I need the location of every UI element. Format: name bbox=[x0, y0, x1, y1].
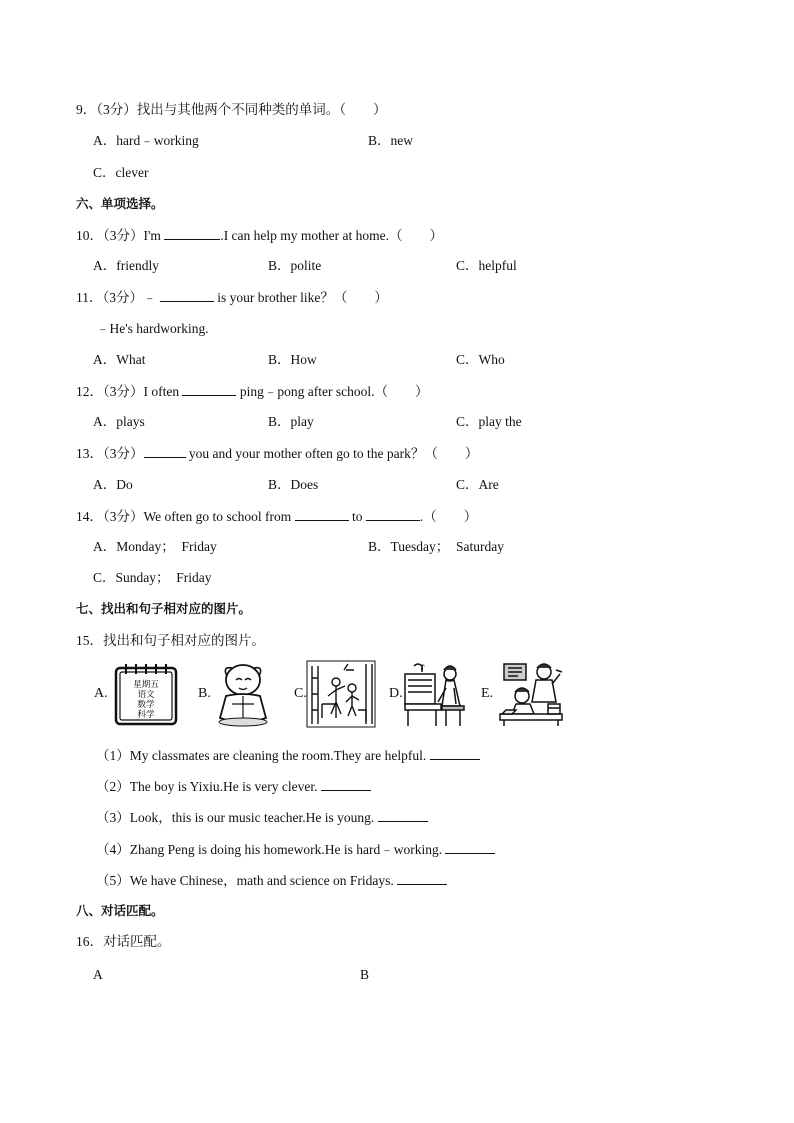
q12-option-c[interactable]: C．play the bbox=[456, 414, 522, 429]
q13-stem bbox=[76, 444, 478, 463]
q15-item-4 bbox=[96, 840, 495, 859]
q9-stem: 9．（3分）找出与其他两个不同种类的单词。（ ） bbox=[76, 102, 387, 117]
q11-option-b[interactable]: B．How bbox=[268, 352, 317, 367]
q10-stem bbox=[76, 226, 443, 245]
q16-column-b-label: B bbox=[360, 967, 370, 982]
q14-stem bbox=[76, 507, 477, 526]
q15-label-b: B. bbox=[198, 686, 211, 701]
q12-number: 12．（3分）I often bbox=[76, 384, 180, 399]
q15-item-3-text: （3）Look，this is our music teacher.He is young. bbox=[96, 810, 375, 825]
q13-option-c[interactable]: C．Are bbox=[456, 477, 499, 492]
homework-icon bbox=[496, 660, 566, 728]
calendar-text-math: 数学 bbox=[137, 700, 155, 710]
q9-option-a[interactable]: A．hard﹣working bbox=[93, 133, 199, 148]
q15-label-e: E. bbox=[481, 686, 494, 701]
q15-item-3 bbox=[96, 808, 428, 827]
q15-item-3-blank[interactable] bbox=[378, 808, 428, 822]
q11-blank[interactable] bbox=[160, 288, 214, 302]
q15-label-a: A. bbox=[94, 686, 108, 701]
yixiu-picture bbox=[212, 660, 274, 728]
q14-stem-rest: .（ ） bbox=[419, 509, 478, 524]
q10-option-b[interactable]: B．polite bbox=[268, 258, 322, 273]
q15-item-2-text: （2）The boy is Yixiu.He is very clever. bbox=[96, 779, 318, 794]
q14-blank-2[interactable] bbox=[366, 507, 420, 521]
q14-stem-mid: to bbox=[352, 509, 363, 524]
q15-item-1 bbox=[96, 746, 480, 765]
q15-item-5-text: （5）We have Chinese，math and science on Fridays. bbox=[96, 873, 394, 888]
q13-option-a[interactable]: A．Do bbox=[93, 477, 133, 492]
homework-picture bbox=[496, 660, 566, 728]
q12-stem-rest: ping﹣pong after school.（ ） bbox=[239, 384, 429, 399]
calendar-picture bbox=[112, 660, 180, 728]
section-8-heading: 八、对话匹配。 bbox=[76, 903, 164, 918]
q10-option-a[interactable]: A．friendly bbox=[93, 258, 159, 273]
section-7-heading: 七、找出和句子相对应的图片。 bbox=[76, 601, 252, 616]
q15-item-5 bbox=[96, 871, 447, 890]
q10-option-c[interactable]: C．helpful bbox=[456, 258, 517, 273]
q16-stem: 16．对话匹配。 bbox=[76, 934, 171, 949]
q15-item-1-blank[interactable] bbox=[430, 746, 480, 760]
q14-option-b[interactable]: B．Tuesday； Saturday bbox=[368, 539, 505, 554]
q15-label-c: C. bbox=[294, 686, 307, 701]
q12-blank[interactable] bbox=[182, 382, 236, 396]
classroom-cleaning-icon bbox=[306, 660, 376, 728]
q10-blank[interactable] bbox=[164, 226, 220, 240]
q12-option-a[interactable]: A．plays bbox=[93, 414, 145, 429]
monk-boy-icon bbox=[212, 660, 274, 728]
q12-stem bbox=[76, 382, 428, 401]
q11-option-a[interactable]: A．What bbox=[93, 352, 146, 367]
q15-label-d: D. bbox=[389, 686, 403, 701]
q10-number: 10．（3分）I'm bbox=[76, 228, 161, 243]
q15-item-1-text: （1）My classmates are cleaning the room.They are helpful. bbox=[96, 748, 427, 763]
q15-item-2 bbox=[96, 777, 371, 796]
q15-stem: 15．找出和句子相对应的图片。 bbox=[76, 633, 265, 648]
q9-option-b[interactable]: B．new bbox=[368, 133, 413, 148]
q15-item-5-blank[interactable] bbox=[397, 871, 447, 885]
calendar-text-day: 星期五 bbox=[133, 680, 159, 690]
q12-option-b[interactable]: B．play bbox=[268, 414, 314, 429]
q15-item-4-text: （4）Zhang Peng is doing his homework.He is hard﹣working. bbox=[96, 842, 443, 857]
cleaning-picture bbox=[306, 660, 376, 728]
q13-stem-rest: you and your mother often go to the park？（ ） bbox=[188, 446, 479, 461]
music-teacher-picture bbox=[402, 660, 468, 728]
calendar-text-chinese: 语文 bbox=[137, 690, 155, 700]
q13-option-b[interactable]: B．Does bbox=[268, 477, 319, 492]
music-note-icon: ♪ bbox=[420, 663, 426, 672]
q14-blank-1[interactable] bbox=[295, 507, 349, 521]
q11-number: 11．（3分）﹣ bbox=[76, 290, 157, 305]
q11-reply: ﹣He's hardworking. bbox=[96, 321, 209, 336]
q11-stem-rest: is your brother like？（ ） bbox=[217, 290, 388, 305]
q10-stem-rest: .I can help my mother at home.（ ） bbox=[220, 228, 444, 243]
q13-number: 13．（3分） bbox=[76, 446, 144, 461]
q14-option-a[interactable]: A．Monday； Friday bbox=[93, 539, 217, 554]
q16-column-a-label: A bbox=[93, 967, 103, 982]
piano-teacher-icon bbox=[402, 660, 468, 728]
q15-item-4-blank[interactable] bbox=[445, 840, 495, 854]
q15-item-2-blank[interactable] bbox=[321, 777, 371, 791]
calendar-text-science: 科学 bbox=[137, 710, 155, 720]
q9-option-c[interactable]: C．clever bbox=[93, 165, 149, 180]
q11-stem bbox=[76, 288, 388, 307]
q11-option-c[interactable]: C．Who bbox=[456, 352, 505, 367]
q13-blank[interactable] bbox=[144, 444, 186, 458]
q14-option-c[interactable]: C．Sunday； Friday bbox=[93, 570, 212, 585]
section-6-heading: 六、单项选择。 bbox=[76, 196, 164, 211]
q14-number: 14．（3分）We often go to school from bbox=[76, 509, 292, 524]
calendar-icon bbox=[112, 660, 180, 728]
